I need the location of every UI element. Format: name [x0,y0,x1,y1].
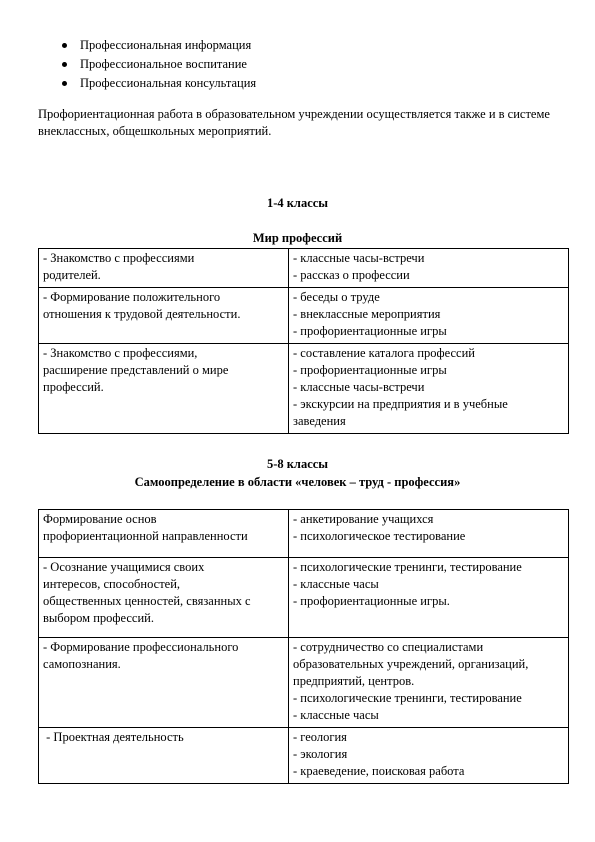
cell-line: Формирование основ [43,512,157,526]
intro-paragraph: Профориентационная работа в образовательном учреждении осуществляется также и в системе внеклассных, общешкольных мероприятий. [38,107,550,138]
cell-line: профессий. [43,380,104,394]
table-row [39,510,569,558]
table-cell-forms [289,510,569,558]
table-cell-activity [39,558,289,638]
table-cell-forms [289,728,569,784]
cell-line: самопознания. [43,657,121,671]
cell-line: - профориентационные игры [293,324,447,338]
cell-line: - профориентационные игры. [293,594,450,608]
cell-line: - психологические тренинги, тестирование [293,691,522,705]
section1-grade-heading: 1-4 классы [266,196,329,210]
cell-line: предприятий, центров. [293,674,415,688]
table-cell-activity [39,344,289,434]
cell-line: - рассказ о профессии [293,268,410,282]
table-cell-activity [39,728,289,784]
table-cell-forms [289,288,569,344]
cell-line: образовательных учреждений, организаций, [293,657,529,671]
section1-table [38,248,569,434]
table-cell-forms [289,558,569,638]
table-row [39,558,569,638]
list-item-text: Профессиональная информация [80,38,252,52]
list-item [56,55,256,74]
table-row [39,728,569,784]
cell-line: - профориентационные игры [293,363,447,377]
bullet-icon [62,43,67,48]
cell-line: профориентационной направленности [43,529,248,543]
list-item [56,36,256,55]
cell-line [43,267,284,284]
cell-line: - классные часы-встречи [293,380,425,394]
cell-line: - Знакомство с профессиями, [43,346,198,360]
list-item-text: Профессиональное воспитание [80,57,247,71]
cell-line: - классные часы [293,577,379,591]
cell-line: - анкетирование учащихся [293,512,434,526]
cell-line: - классные часы-встречи [293,251,425,265]
table-cell-activity [39,288,289,344]
cell-line: - экскурсии на предприятия и в учебные [293,397,508,411]
table-cell-activity [39,510,289,558]
cell-line: - Знакомство с профессиями [43,251,195,265]
cell-line: выбором профессий. [43,611,154,625]
cell-line: - Формирование профессионального [43,640,239,654]
cell-line: - составление каталога профессий [293,346,475,360]
table-cell-activity [39,249,289,288]
section1-title: Мир профессий [252,231,343,245]
table-cell-forms [289,638,569,728]
cell-line: - краеведение, поисковая работа [293,764,465,778]
cell-line: - психологическое тестирование [293,529,466,543]
table-cell-forms [289,344,569,434]
cell-line: расширение представлений о мире [43,363,229,377]
cell-line: - экология [293,747,348,761]
cell-line: - беседы о труде [293,290,380,304]
cell-line: - сотрудничество со специалистами [293,640,484,654]
table-cell-forms [289,249,569,288]
cell-line: заведения [293,414,346,428]
cell-line: - Осознание учащимися своих [43,560,205,574]
table-row [39,638,569,728]
table-row [39,288,569,344]
cell-line: отношения к трудовой деятельности. [43,307,241,321]
cell-line: - психологические тренинги, тестирование [293,560,522,574]
cell-line-text: родителей. [43,268,101,282]
section2-title: Самоопределение в области «человек – труд - профессия» [134,475,461,489]
cell-line: - классные часы [293,708,379,722]
list-item [56,74,256,93]
cell-line: интересов, способностей, [43,577,181,591]
section2-table [38,509,569,784]
intro-bullet-list [56,36,256,93]
table-row [39,344,569,434]
table-cell-activity [39,638,289,728]
table-row [39,249,569,288]
cell-line: общественных ценностей, связанных с [43,594,251,608]
bullet-icon [62,62,67,67]
cell-line: - внеклассные мероприятия [293,307,441,321]
cell-line: - геология [293,730,347,744]
cell-line: - Проектная деятельность [43,730,184,744]
cell-line: - Формирование положительного [43,290,221,304]
list-item-text: Профессиональная консультация [80,76,257,90]
section2-grade-heading: 5-8 классы [266,457,329,471]
bullet-icon [62,81,67,86]
